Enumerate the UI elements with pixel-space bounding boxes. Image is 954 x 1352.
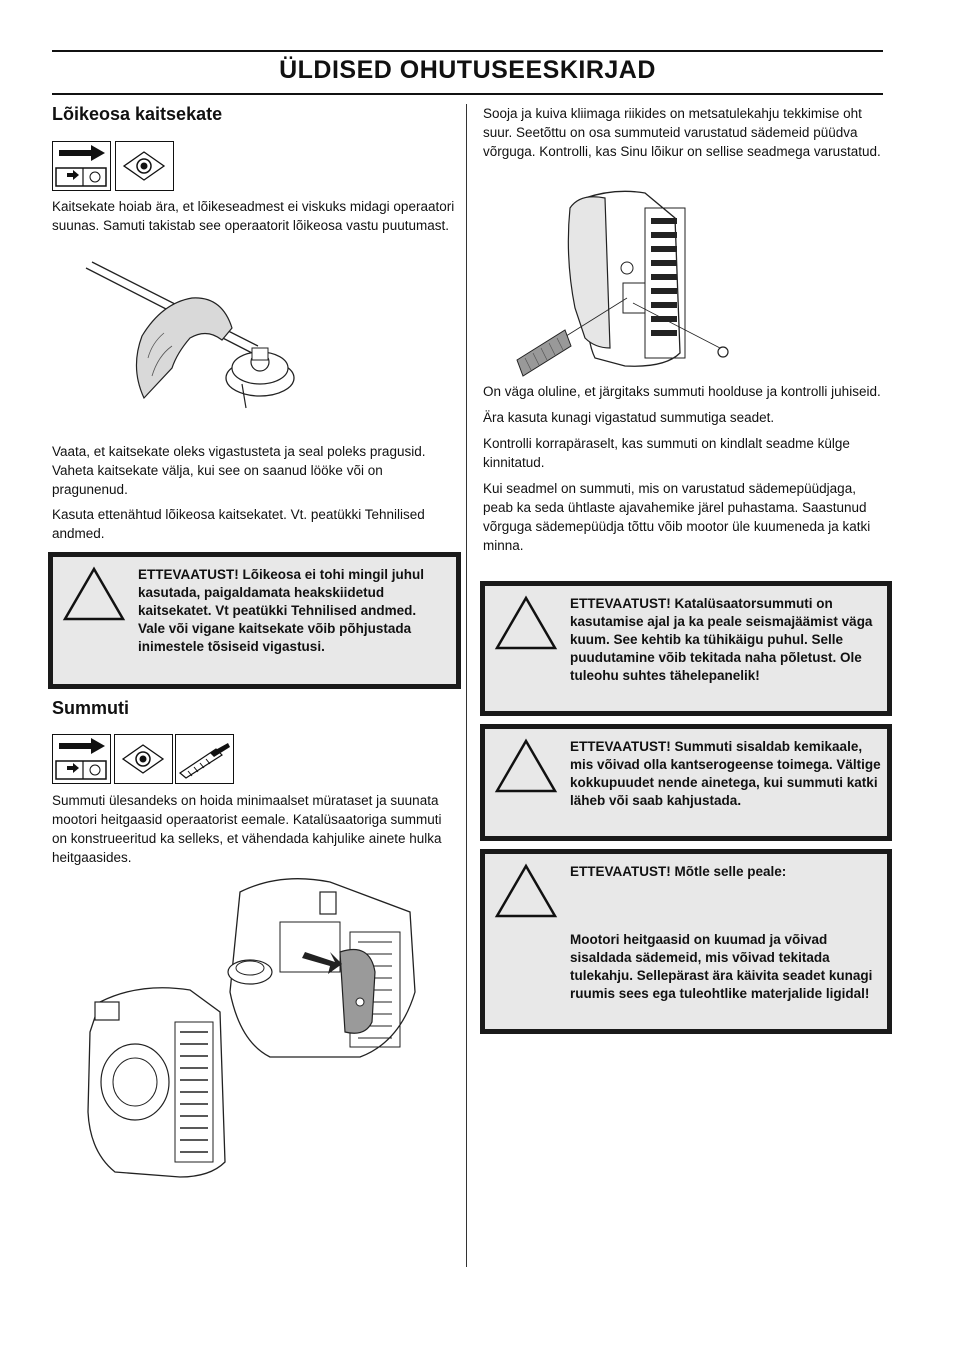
header-rule-top: [52, 50, 883, 52]
eye-inspect-icon: [115, 141, 174, 191]
warning-triangle-icon: [61, 565, 127, 623]
chemical-warning-text: ETTEVAATUST! Summuti sisaldab kemikaale, mis võivad olla kantserogeense toimega. Vältige kokkupuudet nende ainetega, kui summuti katki läheb või saab kahjustada.: [570, 739, 881, 808]
exhaust-warning-text: Mootori heitgaasid on kuumad ja võivad sisaldada sädemeid, mis võivad tekitada tulekahju. Sellepärast ära käivita seadet kunagi ruumis sees ega tuleohtlike materjalide ligidal!: [570, 932, 873, 1001]
chemical-warning-box: [480, 724, 892, 841]
guard-paragraph-3: Kasuta ettenähtud lõikeosa kaitsekatet. Vt. peatükki Tehnilised andmed.: [52, 507, 425, 541]
muffler-maintenance-paragraph: On väga oluline, et järgitaks summuti hoolduse ja kontrolli juhiseid.: [483, 384, 881, 399]
warning-triangle-icon: [493, 737, 559, 795]
warning-triangle-icon: [493, 594, 559, 652]
guard-warning-text: ETTEVAATUST! Lõikeosa ei tohi mingil juhul kasutada, paigaldamata heakskiidetud kaitsekatet. Vt peatükki Tehnilised andmed. Vale või vigane kaitsekate võib põhjustada inimestele tõsiseid vigastusi.: [138, 567, 425, 654]
exhaust-warning-title: ETTEVAATUST! Mõtle selle peale:: [570, 864, 787, 879]
damaged-muffler-paragraph: Ära kasuta kunagi vigastatud summutiga seadet.: [483, 410, 775, 425]
catalytic-warning-text: ETTEVAATUST! Katalüsaatorsummuti on kasutamise ajal ja ka peale seismajäämist väga kuum. See kehtib ka tühikäigu puhul. Selle puudutamine võib tekitada naha põletust. Ole tuleohu suhtes tähelepanelik!: [570, 596, 873, 683]
spark-arrester-cleaning-paragraph: Kui seadmel on summuti, mis on varustatud sädemepüüdjaga, peab ka seda ühtlaste ajavahemike järel puhastama. Saastunud võrguga sädemepüüdja tõttu võib mootor üle kuumeneda ja katki minna.: [483, 481, 871, 553]
eye-inspect-icon: [114, 734, 173, 784]
arrow-manual-icon: [52, 734, 111, 784]
spark-arrester-paragraph: Sooja ja kuiva kliimaga riikides on metsatulekahju tekkimise oht suur. Seetõttu on osa summuteid varustatud sädemeid püüdva võrguga. Kontrolli, kas Sinu lõikur on sellise seadmega varustatud.: [483, 106, 881, 159]
brush-icon: [175, 734, 234, 784]
page-title: ÜLDISED OHUTUSEESKIRJAD: [279, 56, 656, 84]
header-rule-bottom: [52, 93, 883, 95]
guard-paragraph-1: Kaitsekate hoiab ära, et lõikeseadmest ei viskuks midagi operaatori suunas. Samuti takistab see operaatorit lõikeosa vastu puutumast.: [52, 199, 455, 233]
exhaust-warning-box: [480, 849, 892, 1034]
muffler-paragraph-1: Summuti ülesandeks on hoida minimaalset mürataset ja suunata mootori heitgaasid operaatorist eemale. Katalüsaatoriga summuti on konstrueeritud ka selleks, et vähendada kahjulike ainete hulka heitgaasides.: [52, 793, 442, 865]
guard-warning-box: [48, 552, 461, 689]
spark-arrester-illustration: [515, 188, 740, 378]
arrow-manual-icon: [52, 141, 111, 191]
trimmer-guard-illustration: [82, 258, 304, 410]
muffler-attachment-paragraph: Kontrolli korrapäraselt, kas summuti on kindlalt seadme külge kinnitatud.: [483, 436, 850, 470]
warning-triangle-icon: [493, 862, 559, 920]
catalytic-warning-box: [480, 581, 892, 716]
guard-paragraph-2: Vaata, et kaitsekate oleks vigastusteta ja seal poleks pragusid. Vaheta kaitsekate välja, kui see on saanud lööke või on pragunenud.: [52, 444, 426, 497]
column-divider: [466, 104, 467, 1267]
section-heading-guard: Lõikeosa kaitsekate: [52, 104, 223, 124]
engine-muffler-illustration: [80, 872, 425, 1184]
section-heading-muffler: Summuti: [52, 698, 130, 718]
